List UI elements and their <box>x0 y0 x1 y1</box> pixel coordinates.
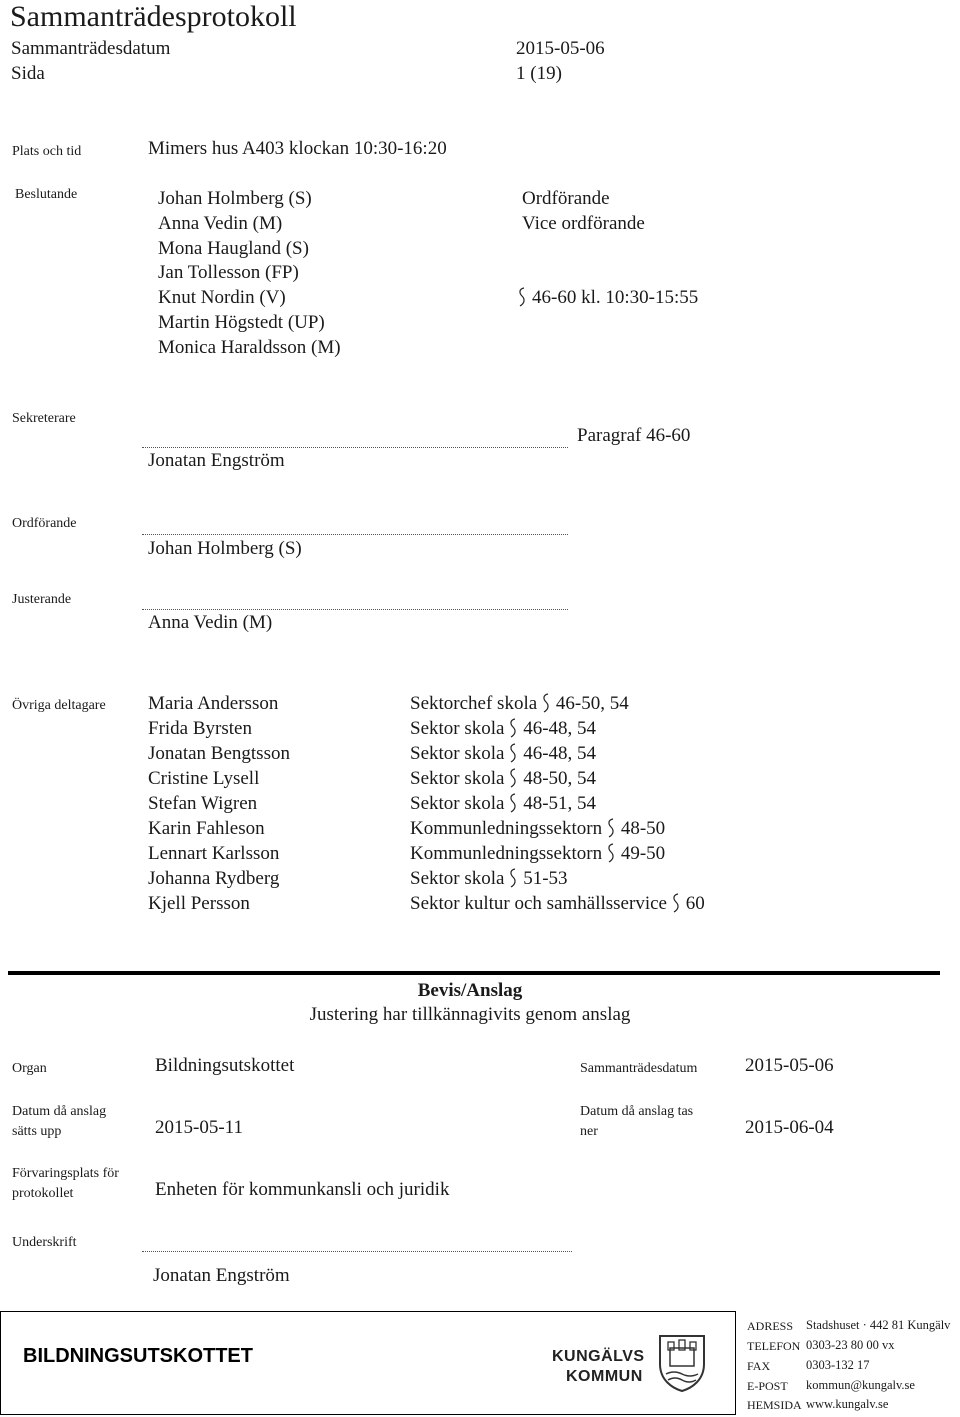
contact-value[interactable]: kommun@kungalv.se <box>806 1378 915 1392</box>
contact-value: 0303-132 17 <box>806 1358 870 1372</box>
coat-of-arms-icon <box>658 1334 706 1392</box>
contact-value: Stadshuset · 442 81 Kungälv <box>806 1318 951 1332</box>
participant-role: Sektor skola 48-51, 54 <box>410 793 597 814</box>
member-name: Johan Holmberg (S) <box>158 188 312 209</box>
section-sign-icon <box>542 693 550 713</box>
participant-role: Sektor kultur och samhällsservice 60 <box>410 893 705 914</box>
participant-role: Kommunledningssektorn 49-50 <box>410 843 666 864</box>
member-name: Mona Haugland (S) <box>158 238 309 259</box>
certificate-subheading: Justering har tillkännagivits genom anslag <box>309 1004 631 1025</box>
participant-role: Sektor skola 46-48, 54 <box>410 718 597 739</box>
meeting-date-value: 2015-05-06 <box>516 38 605 59</box>
place-label: Plats och tid <box>12 144 82 159</box>
adjuster-label: Justerande <box>12 592 72 607</box>
section-sign-icon <box>607 843 615 863</box>
contact-label: E-POST <box>747 1379 788 1393</box>
contact-label: HEMSIDA <box>747 1398 802 1412</box>
others-label: Övriga deltagare <box>12 698 106 713</box>
member-name: Monica Haraldsson (M) <box>158 337 341 358</box>
adjuster-name: Anna Vedin (M) <box>148 612 273 633</box>
secretary-label: Sekreterare <box>12 411 76 426</box>
meeting-date-label-2: Sammanträdesdatum <box>580 1061 698 1076</box>
secretary-note: Paragraf 46-60 <box>577 425 691 446</box>
storage-value: Enheten för kommunkansli och juridik <box>155 1179 450 1200</box>
section-sign-icon <box>509 793 517 813</box>
organ-label: Organ <box>12 1061 47 1076</box>
participant-role: Sektorchef skola 46-50, 54 <box>410 693 629 714</box>
secretary-name: Jonatan Engström <box>148 450 285 471</box>
place-value: Mimers hus A403 klockan 10:30-16:20 <box>148 138 447 159</box>
section-sign-icon <box>607 818 615 838</box>
section-sign-icon <box>509 868 517 888</box>
deciding-label: Beslutande <box>15 187 78 202</box>
certificate-heading: Bevis/Anslag <box>417 980 523 1001</box>
participant-name: Cristine Lysell <box>148 768 260 789</box>
chair-label: Ordförande <box>12 516 77 531</box>
participant-name: Karin Fahleson <box>148 818 265 839</box>
participant-name: Stefan Wigren <box>148 793 258 814</box>
storage-label-2: protokollet <box>12 1186 74 1201</box>
section-sign-icon <box>509 743 517 763</box>
department-name: BILDNINGSUTSKOTTET <box>23 1345 253 1367</box>
logo-line-1: KUNGÄLVS <box>552 1348 645 1365</box>
page-label: Sida <box>11 63 45 84</box>
member-role: Vice ordförande <box>522 213 645 234</box>
contact-value[interactable]: www.kungalv.se <box>806 1397 889 1411</box>
section-sign-icon <box>509 718 517 738</box>
posted-label: Datum då anslag <box>12 1104 107 1119</box>
signature-name: Jonatan Engström <box>153 1265 290 1286</box>
removed-label-2: ner <box>580 1124 598 1139</box>
signature-line <box>142 447 568 448</box>
posted-date: 2015-05-11 <box>155 1117 243 1138</box>
page-number: 1 (19) <box>516 63 562 84</box>
meeting-date-value-2: 2015-05-06 <box>745 1055 834 1076</box>
section-sign-icon <box>518 287 526 307</box>
section-sign-icon <box>509 768 517 788</box>
organ-value: Bildningsutskottet <box>155 1055 295 1076</box>
participant-name: Frida Byrsten <box>148 718 252 739</box>
contact-value: 0303-23 80 00 vx <box>806 1338 895 1352</box>
participant-name: Kjell Persson <box>148 893 250 914</box>
contact-label: TELEFON <box>747 1339 801 1353</box>
section-divider <box>8 971 940 975</box>
signature-label: Underskrift <box>12 1235 77 1250</box>
member-role: Ordförande <box>522 188 610 209</box>
meeting-date-label: Sammanträdesdatum <box>11 38 171 59</box>
signature-line <box>142 609 568 610</box>
posted-label-2: sätts upp <box>12 1124 62 1139</box>
chair-name: Johan Holmberg (S) <box>148 538 302 559</box>
member-name: Anna Vedin (M) <box>158 213 283 234</box>
participant-name: Jonatan Bengtsson <box>148 743 290 764</box>
logo-line-2: KOMMUN <box>566 1368 643 1385</box>
contact-label: ADRESS <box>747 1319 794 1333</box>
member-role: 46-60 kl. 10:30-15:55 <box>518 287 698 309</box>
member-name: Martin Högstedt (UP) <box>158 312 325 333</box>
participant-role: Sektor skola 46-48, 54 <box>410 743 597 764</box>
signature-line <box>142 1251 572 1252</box>
removed-date: 2015-06-04 <box>745 1117 834 1138</box>
participant-name: Lennart Karlsson <box>148 843 280 864</box>
member-name: Knut Nordin (V) <box>158 287 286 308</box>
participant-role: Kommunledningssektorn 48-50 <box>410 818 666 839</box>
section-sign-icon <box>672 893 680 913</box>
storage-label: Förvaringsplats för <box>12 1166 119 1181</box>
removed-label: Datum då anslag tas <box>580 1104 694 1119</box>
participant-name: Johanna Rydberg <box>148 868 280 889</box>
contact-label: FAX <box>747 1359 771 1373</box>
participant-role: Sektor skola 48-50, 54 <box>410 768 597 789</box>
member-name: Jan Tollesson (FP) <box>158 262 299 283</box>
page-title: Sammanträdesprotokoll <box>10 0 297 33</box>
signature-line <box>142 534 568 535</box>
participant-name: Maria Andersson <box>148 693 279 714</box>
participant-role: Sektor skola 51-53 <box>410 868 568 889</box>
